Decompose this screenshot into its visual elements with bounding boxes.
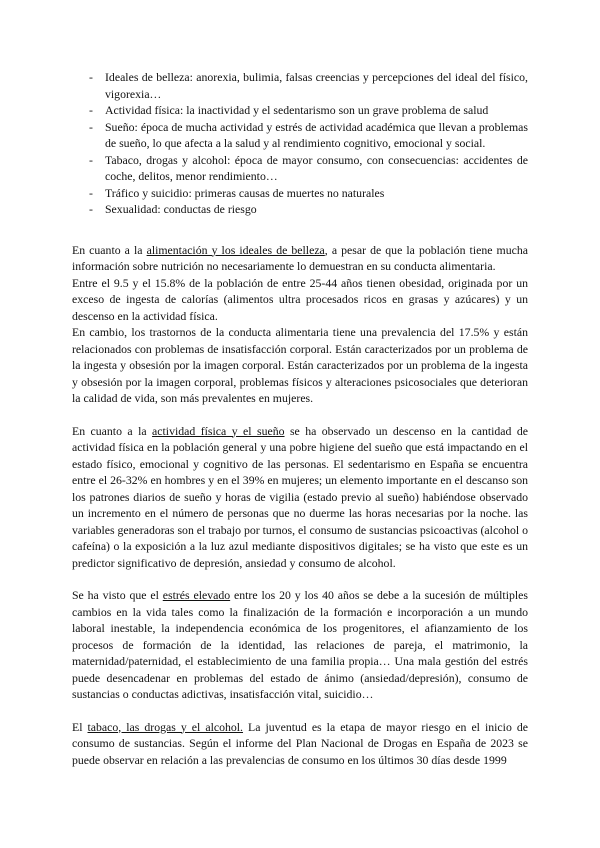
list-marker: - (89, 202, 93, 216)
section-estres (72, 587, 528, 703)
document-body (72, 69, 528, 768)
list-marker: - (89, 119, 93, 134)
list-item-text: Ideales de belleza: anorexia, bulimia, falsas creencias y percepciones del ideal del físico, vigorexia… (105, 70, 528, 101)
underlined-topic-tabaco: tabaco, las drogas y el alcohol. (87, 719, 244, 734)
section-tabaco (72, 719, 528, 769)
paragraph-trastornos: En cambio, los trastornos de la conducta alimentaria tiene una prevalencia del 17.5% y están relacionados con problemas de insatisfacción corporal. Están caracterizados por un problema de la ingesta y obsesión por la imagen corporal. Están caracterizados por un problema de la ingesta y obsesión por la imagen corporal, problemas físicos y alteraciones psicosociales que deterioran la calidad de vida, son más prevalentes en mujeres. (72, 325, 528, 405)
list-item (72, 69, 528, 102)
section-actividad (72, 423, 528, 572)
list-item (72, 152, 528, 185)
section-alimentacion (72, 242, 528, 407)
paragraph-estres: Se ha visto que el estrés elevado entre los 20 y los 40 años se debe a la sucesión de múltiples cambios en la vida tales como la finalización de la formación e incorporación a un mundo laboral inestable, la independencia económica de los progenitores, el afianzamiento de los procesos de formación de la identidad, las relaciones de pareja, el matrimonio, la maternidad/paternidad, el establecimiento de una familia propia… Una mala gestión del estrés puede desencadenar en problemas del estado de ánimo (ansiedad/depresión), consumo de sustancias o conductas adictivas, insatisfacción vital, suicidio… (72, 588, 528, 701)
paragraph-tabaco: El tabaco, las drogas y el alcohol. La juventud es la etapa de mayor riesgo en el inicio de consumo de sustancias. Según el informe del Plan Nacional de Drogas en España de 2023 se puede observar en relación a las prevalencias de consumo en los últimos 30 días desde 1999 (72, 719, 529, 767)
list-item (72, 185, 528, 202)
underlined-topic-estres: estrés elevado (162, 588, 231, 602)
list-item (72, 119, 528, 152)
paragraph-actividad: En cuanto a la actividad física y el sueño se ha observado un descenso en la cantidad de actividad física en la población general y una pobre higiene del sueño que está impactando en el estado físico, emocional y cognitivo de las personas. El sedentarismo en España se encuentra entre el 26-32% en hombres y en el 39% en mujeres; un elemento importante en el descanso son los patrones diarios de sueño y horas de vigilia (estado previo al sueño) habiéndose observado un incremento en el número de personas que no duerme las horas necesarias por la noche. las variables generadoras son el trabajo por turnos, el consumo de sustancias psicoactivas (alcohol o cafeína) o la exposición a la luz azul mediante dispositivos digitales; se ha visto que este es un predictor significativo de depresión, ansiedad y consumo de alcohol. (72, 423, 529, 570)
list-item-text: Tráfico y suicidio: primeras causas de muertes no naturales (105, 185, 385, 200)
list-marker: - (89, 70, 93, 84)
paragraph-alimentacion-intro: En cuanto a la alimentación y los ideales de belleza, a pesar de que la población tiene mucha información sobre nutrición no necesariamente lo demuestran en su conducta alimentaria. (72, 242, 528, 273)
list-marker: - (89, 152, 93, 167)
underlined-topic-actividad: actividad física y el sueño (152, 423, 285, 438)
paragraph-obesidad: Entre el 9.5 y el 15.8% de la población de entre 25-44 años tienen obesidad, originada por un exceso de ingesta de calorías (alimentos ultra procesados ricos en grasas y azúcares) y un descenso en la actividad física. (72, 275, 528, 323)
list-item (72, 102, 528, 119)
list-item-text: Tabaco, drogas y alcohol: época de mayor consumo, con consecuencias: accidentes de coche, delitos, menor rendimiento… (105, 152, 528, 183)
list-item-text: Sueño: época de mucha actividad y estrés de actividad académica que llevan a problemas de sueño, lo que afecta a la salud y al rendimiento cognitivo, emocional y social. (105, 119, 528, 150)
list-marker: - (89, 103, 93, 117)
underlined-topic-alimentacion: alimentación y los ideales de belleza (146, 242, 325, 257)
list-item-text: Sexualidad: conductas de riesgo (105, 202, 257, 216)
list-marker: - (89, 185, 93, 200)
list-item-text: Actividad física: la inactividad y el sedentarismo son un grave problema de salud (105, 103, 489, 117)
risk-factors-list (72, 69, 528, 218)
list-item (72, 201, 528, 218)
